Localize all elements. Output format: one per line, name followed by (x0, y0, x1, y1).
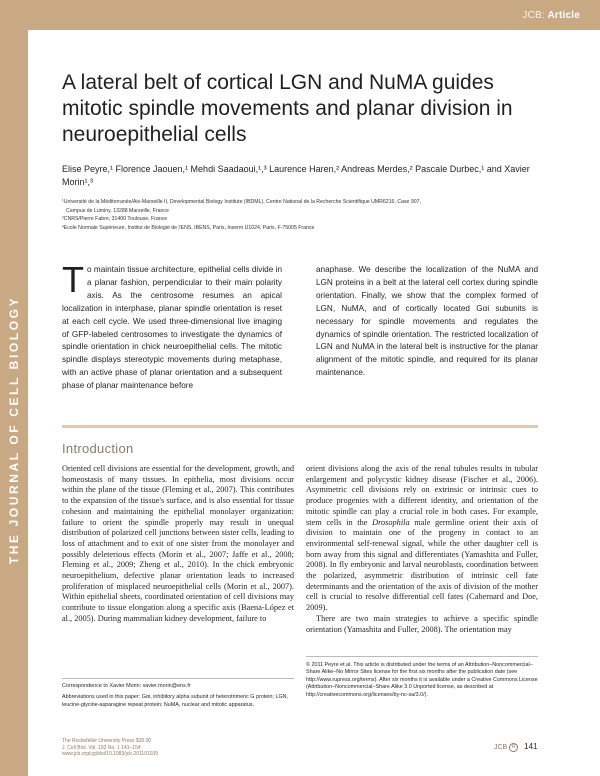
intro-text: male germline orient their axis of division to maintain one of the progeny in contact to an environmental self-renewal signal, while the other daughter cell is born away from this signal and differentiates (Yamashita and Fuller, 2008). In fly embryonic and larval neuroblasts, coordination between the polarized, asymmetric distribution of intrinsic cell fate determinants and the orientation of the axis of division of the mother cell is crucial to resolve differential cell fates (Cabernard and Doe, 2009). (306, 517, 538, 613)
affiliation-line: ²CNRS/Pierre Fabre, 31400 Toulouse, France (62, 216, 168, 222)
abstract-dropcap: T (62, 259, 84, 300)
affiliation-line: Campus de Luminy, 13288 Marseille, France (66, 207, 169, 214)
header-section: Article (547, 10, 580, 21)
author-list: Elise Peyre,¹ Florence Jaouen,¹ Mehdi Saadaoui,¹,³ Laurence Haren,² Andreas Merdes,² Pascale Durbec,¹ and Xavier Morin¹,³ (62, 164, 530, 187)
sidebar-journal-name: THE JOURNAL OF CELL BIOLOGY (7, 295, 21, 565)
abbreviations-note: Abbreviations used in this paper: Gαi, inhibitory alpha subunit of heterotrimeric G protein; LGN, leucine-glycine-asparagine repeat protein; NuMA, nuclear and mitotic apparatus. (62, 694, 289, 708)
license-text: © 2011 Peyre et al. This article is distributed under the terms of an Attribution–Noncommercial–Share Alike–No Mirror Sites license for the first six months after the publication date (see http://www.rupress.org/terms). After six months it is available under a Creative Commons License (Attribution–Noncommercial–Share Alike 3.0 Unported license, as described at http://creativecommons.org/licenses/by-nc-sa/3.0/). (306, 662, 538, 698)
footnote-rule (62, 678, 294, 679)
page-number: 141 (524, 742, 538, 751)
footer-journal-short: JCB (494, 744, 508, 751)
pubinfo-line: www.jcb.org/cgi/doi/10.1083/jcb.201101039 (62, 751, 159, 758)
header-journal-short: JCB: (522, 10, 545, 21)
affiliation-line: ³Ecole Normale Supérieure, Institut de Biologie de l'ENS, IBENS, Paris, Inserm U1024, Paris, F-75005 France (62, 224, 315, 231)
affiliations (62, 198, 542, 232)
abstract-right-column: anaphase. We describe the localization of the NuMA and LGN proteins in a belt at the lateral cell cortex during spindle orientation. Finally, we show that the complex formed of LGN, NuMA, and of cortically located Gαi subunits is necessary for spindle movements and regulates the dynamics of spindle orientation. The restricted localization of LGN and NuMA in the lateral belt is instructive for the planar alignment of the mitotic spindle, and required for its planar maintenance. (316, 265, 538, 378)
pubinfo-line: J. Cell Biol. Vol. 193 No. 1 141–154 (62, 744, 141, 751)
header-label (522, 10, 580, 21)
license-rule (306, 656, 538, 657)
page-footer (494, 742, 538, 752)
publication-info (62, 738, 294, 758)
journal-header-bar (0, 0, 600, 30)
pubinfo-line: The Rockefeller University Press $30.00 (62, 738, 152, 744)
intro-right-column (306, 464, 538, 635)
abstract-left-column (62, 259, 282, 393)
section-divider (62, 425, 538, 428)
intro-heading: Introduction (62, 441, 134, 456)
affiliation-line: ¹Université de la Méditerranée/Aix-Marseille II, Developmental Biology Institute (IBDML), Centre National de la Recherche Scientifique UMR6216, Case 907, (62, 199, 421, 205)
intro-text: orient divisions along the axis of the renal tubules results in tubular enlargement and polycystic kidney disease (Fischer et al., 2006). Asymmetric cell divisions rely on extrinsic or intrinsic cues to produce progenies with a different identity, and orientation of the mitotic spindle can play a crucial role in both cases. For example, stem cells in the (306, 464, 538, 527)
intro-species: Drosophila (372, 517, 410, 527)
correspondence-note: Correspondence to Xavier Morin: xavier.morin@ens.fr (62, 683, 191, 689)
footnotes (62, 683, 294, 709)
intro-paragraph (306, 464, 538, 614)
intro-paragraph: There are two main strategies to achieve a specific spindle orientation (Yamashita and Fuller, 2008). The orientation may (306, 613, 538, 634)
abstract-text-left: o maintain tissue architecture, epithelial cells divide in a planar fashion, perpendicular to their main polarity axis. As the centrosome resumes an apical localization in interphase, planar spindle orientation is reset at each cell cycle. We used three-dimensional live imaging of GFP-labeled centrosomes to investigate the dynamics of spindle orientation in chick neuroepithelial cells. The mitotic spindle displays stereotypic movements during metaphase, with an active phase of planar orientation and a subsequent phase of planar maintenance before (62, 265, 282, 391)
article-title: A lateral belt of cortical LGN and NuMA guides mitotic spindle movements and planar division in neuroepithelial cells (62, 71, 513, 146)
rupress-logo-icon: R (509, 743, 518, 752)
intro-left-column: Oriented cell divisions are essential for the development, growth, and homeostasis of many tissues. In epithelia, most divisions occur within the plane of the tissue (Fleming et al., 2007). This contributes to the expansion of the tissue's surface, and is also essential for tissue cohesion and maintaining the epithelial monolayer organization: failure to orient the spindle properly may result in unequal distribution of polarized cell junctions between sister cells, leading to loss of attachment and to exit of one sister from the monolayer and possibly deleterious effects (Morin et al., 2007; Jaffe et al., 2008; Fleming et al., 2009; Zheng et al., 2010). In the chick embryonic neuroepithelium, defective planar orientation leads to increased proliferation of misplaced neuroepithelial cells (Morin et al., 2007). Within epithelial sheets, coordinated orientation of cell divisions may contribute to tissue elongation along a specific axis (Baena-López et al., 2005). During mammalian kidney development, failure to (62, 464, 294, 623)
journal-sidebar (0, 30, 28, 776)
